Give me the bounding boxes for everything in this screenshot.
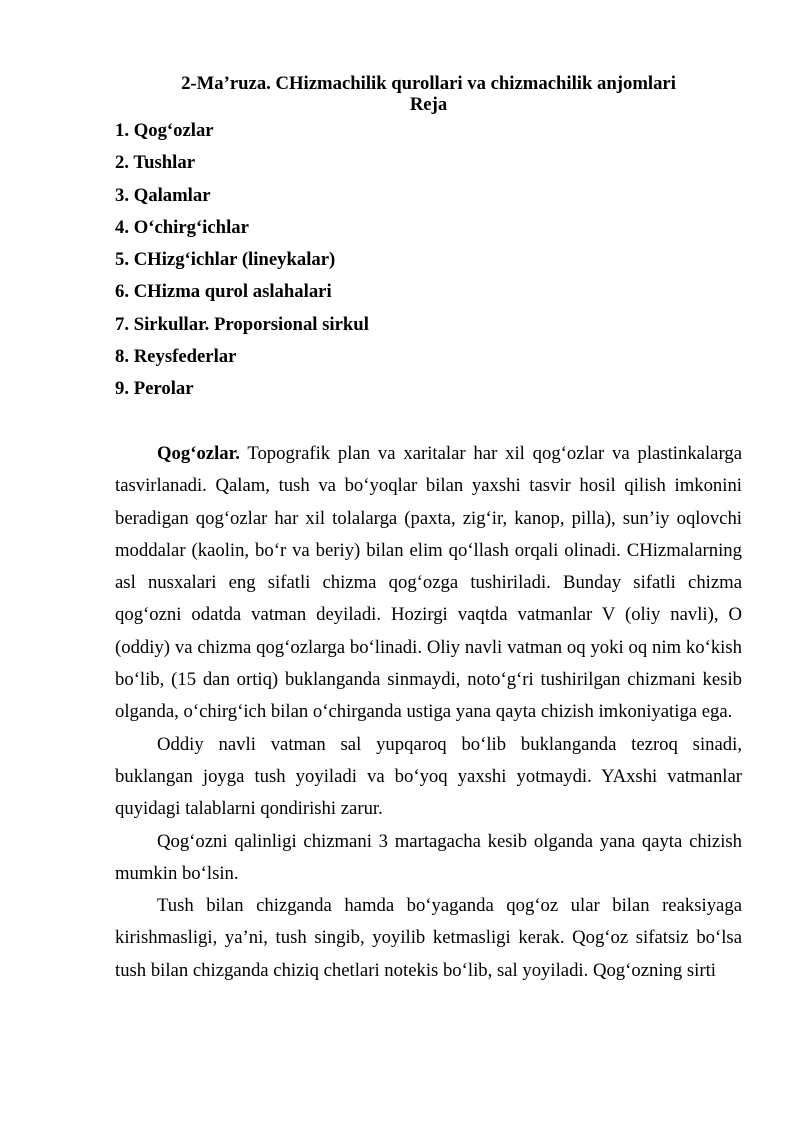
- plan-heading: Reja: [409, 93, 448, 115]
- body-paragraph-1: [115, 438, 742, 729]
- paragraph-lead: Qog‘ozlar.: [157, 442, 240, 464]
- body-paragraph-4: Tush bilan chizganda hamda bo‘yaganda qog‘oz ular bilan reaksiyaga kirishmasligi, ya’ni, tush singib, yoyilib ketmasligi kerak. Qog‘oz sifatsiz bo‘lsa tush bilan chizganda chiziq chetlari notekis bo‘lib, sal yoyiladi. Qog‘ozning sirti: [115, 895, 742, 981]
- plan-item-7: 7. Sirkullar. Proporsional sirkul: [115, 313, 369, 335]
- plan-item-6: 6. CHizma qurol aslahalari: [115, 281, 332, 303]
- body-paragraph-3: Qog‘ozni qalinligi chizmani 3 martagacha kesib olganda yana qayta chizish mumkin bo‘lsin.: [115, 830, 742, 884]
- plan-item-1: 1. Qog‘ozlar: [115, 120, 214, 141]
- plan-item-2: 2. Tushlar: [115, 152, 195, 174]
- plan-item-3: 3. Qalamlar: [115, 184, 211, 206]
- plan-item-4: 4. O‘chirg‘ichlar: [115, 216, 249, 238]
- plan-item-8: 8. Reysfederlar: [115, 346, 237, 368]
- plan-item-9: 9. Perolar: [115, 378, 194, 400]
- blank-line: [115, 406, 742, 438]
- paragraph-text: Topografik plan va xaritalar har xil qog‘ozlar va plastinkalarga tasvirlanadi. Qalam, tush va bo‘yoqlar bilan yaxshi tasvir hosil qilish imkonini beradigan qog‘ozlar har xil tolalarga (paxta, zig‘ir, kanop, pilla), sun’iy oqlovchi moddalar (kaolin, bo‘r va beriy) bilan elim qo‘llash orqali olinadi. CHizmalarning asl nusxalari eng sifatli chizma qog‘ozga tushiriladi. Bunday sifatli chizma qog‘ozni odatda vatman deyiladi. Hozirgi vaqtda vatmanlar V (oliy navli), O (oddiy) va chizma qog‘ozlarga bo‘linadi. Oliy navli vatman oq yoki oq nim ko‘kish bo‘lib, (15 dan ortiq) buklanganda sinmaydi, noto‘g‘ri tushirilgan chizmani kesib olganda, o‘chirg‘ich bilan o‘chirganda ustiga yana qayta chizish imkoniyatiga ega.: [115, 442, 742, 723]
- lecture-title: 2-Ma’ruza. CHizmachilik qurollari va chizmachilik anjomlari: [181, 73, 676, 94]
- plan-item-5: 5. CHizg‘ichlar (lineykalar): [115, 249, 336, 271]
- body-paragraph-2: Oddiy navli vatman sal yupqaroq bo‘lib buklanganda tezroq sinadi, buklangan joyga tush yoyiladi va bo‘yoq yaxshi yotmaydi. YAxshi vatmanlar quyidagi talablarni qondirishi zarur.: [115, 733, 742, 820]
- plan-list: [115, 115, 742, 406]
